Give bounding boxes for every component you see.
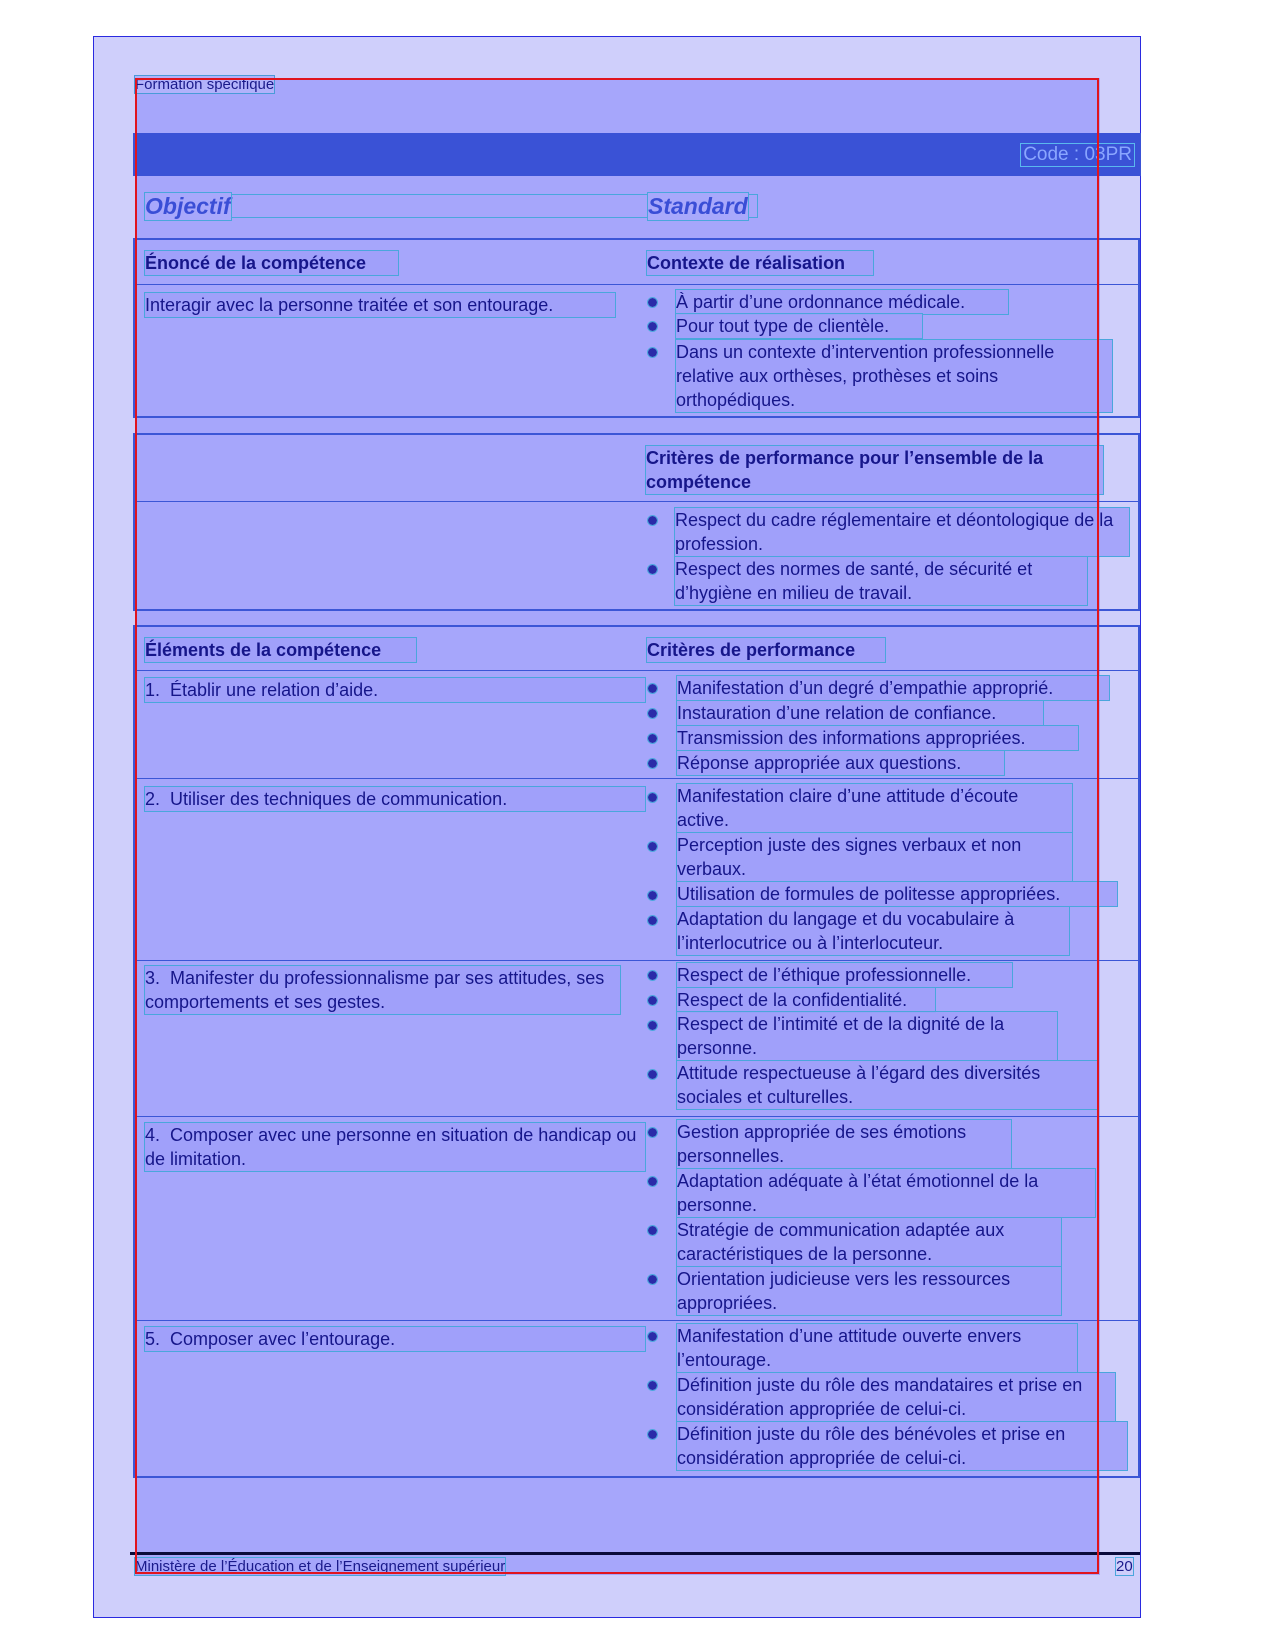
criterion-item: Attitude respectueuse à l’égard des diversités sociales et culturelles. [677, 1061, 1097, 1109]
page-number: 20 [1116, 1558, 1133, 1575]
bullet-icon [648, 1021, 657, 1030]
running-title: Formation spécifique [135, 76, 275, 93]
criterion-item: Instauration d’une relation de confiance. [677, 701, 1043, 725]
global-criteria-heading: Critères de performance pour l’ensemble de la compétence [646, 446, 1103, 494]
bullet-icon [648, 842, 657, 851]
bullet-icon [648, 996, 657, 1005]
criterion-item: Respect de l’intimité et de la dignité de la personne. [677, 1012, 1057, 1060]
criterion-item: Adaptation adéquate à l’état émotionnel de la personne. [677, 1169, 1095, 1217]
bullet-icon [648, 1070, 657, 1079]
bullet-icon [648, 891, 657, 900]
global-criterion: Respect des normes de santé, de sécurité et d’hygiène en milieu de travail. [675, 557, 1087, 605]
divider [135, 1320, 1138, 1321]
bullet-icon [648, 793, 657, 802]
divider [135, 1116, 1138, 1117]
element-item: 3. Manifester du professionnalisme par ses attitudes, ses comportements et ses gestes. [145, 966, 620, 1014]
divider [135, 284, 1138, 285]
criterion-item: Orientation judicieuse vers les ressources appropriées. [677, 1267, 1061, 1315]
criterion-item: Transmission des informations appropriées. [677, 726, 1078, 750]
element-item: 5. Composer avec l’entourage. [145, 1327, 645, 1351]
bullet-icon [648, 916, 657, 925]
divider [135, 670, 1138, 671]
standard-title: Standard [648, 193, 748, 219]
bullet-icon [648, 1128, 657, 1137]
criteria-heading: Critères de performance [647, 638, 885, 662]
bullet-icon [648, 971, 657, 980]
element-item: 1. Établir une relation d’aide. [145, 678, 645, 702]
divider [135, 778, 1138, 779]
bullet-icon [648, 298, 657, 307]
bullet-icon [648, 1177, 657, 1186]
divider [135, 501, 1138, 502]
divider [135, 960, 1138, 961]
bullet-icon [648, 759, 657, 768]
bullet-icon [648, 684, 657, 693]
bullet-icon [648, 322, 657, 331]
bullet-icon [648, 516, 657, 525]
elements-heading: Éléments de la compétence [145, 638, 416, 662]
criterion-item: Définition juste du rôle des mandataires et prise en considération appropriée de celui-ci. [677, 1373, 1115, 1421]
criterion-item: Réponse appropriée aux questions. [677, 751, 1004, 775]
statement-heading: Énoncé de la compétence [145, 251, 398, 275]
bullet-icon [648, 734, 657, 743]
bullet-icon [648, 1332, 657, 1341]
context-heading: Contexte de réalisation [647, 251, 873, 275]
criterion-item: Utilisation de formules de politesse appropriées. [677, 882, 1117, 906]
criterion-item: Respect de la confidentialité. [677, 988, 935, 1012]
objective-title: Objectif [145, 193, 231, 219]
bullet-icon [648, 565, 657, 574]
footer-ministry: Ministère de l’Éducation et de l’Enseignement supérieur [135, 1558, 506, 1575]
context-item: À partir d’une ordonnance médicale. [676, 290, 1008, 314]
bullet-icon [648, 1430, 657, 1439]
competency-code: Code : 03PR [1023, 144, 1132, 165]
criterion-item: Définition juste du rôle des bénévoles et prise en considération appropriée de celui-ci. [677, 1422, 1127, 1470]
criterion-item: Perception juste des signes verbaux et non verbaux. [677, 833, 1072, 881]
bullet-icon [648, 709, 657, 718]
global-criterion: Respect du cadre réglementaire et déontologique de la profession. [675, 508, 1129, 556]
criterion-item: Manifestation d’un degré d’empathie approprié. [677, 676, 1109, 700]
criterion-item: Manifestation claire d’une attitude d’écoute active. [677, 784, 1072, 832]
code-bar [133, 133, 1141, 176]
context-item: Pour tout type de clientèle. [676, 314, 922, 338]
criterion-item: Gestion appropriée de ses émotions personnelles. [677, 1120, 1011, 1168]
criterion-item: Stratégie de communication adaptée aux caractéristiques de la personne. [677, 1218, 1061, 1266]
bullet-icon [648, 1226, 657, 1235]
criterion-item: Adaptation du langage et du vocabulaire à l’interlocutrice ou à l’interlocuteur. [677, 907, 1069, 955]
footer-rule [130, 1552, 1140, 1555]
criterion-item: Manifestation d’une attitude ouverte envers l’entourage. [677, 1324, 1077, 1372]
criterion-item: Respect de l’éthique professionnelle. [677, 963, 1012, 987]
element-item: 4. Composer avec une personne en situation de handicap ou de limitation. [145, 1123, 645, 1171]
competency-statement: Interagir avec la personne traitée et son entourage. [145, 293, 615, 317]
bullet-icon [648, 348, 657, 357]
element-item: 2. Utiliser des techniques de communication. [145, 787, 645, 811]
context-item: Dans un contexte d’intervention professionnelle relative aux orthèses, prothèses et soins orthopédiques. [676, 340, 1112, 412]
bullet-icon [648, 1381, 657, 1390]
bullet-icon [648, 1275, 657, 1284]
